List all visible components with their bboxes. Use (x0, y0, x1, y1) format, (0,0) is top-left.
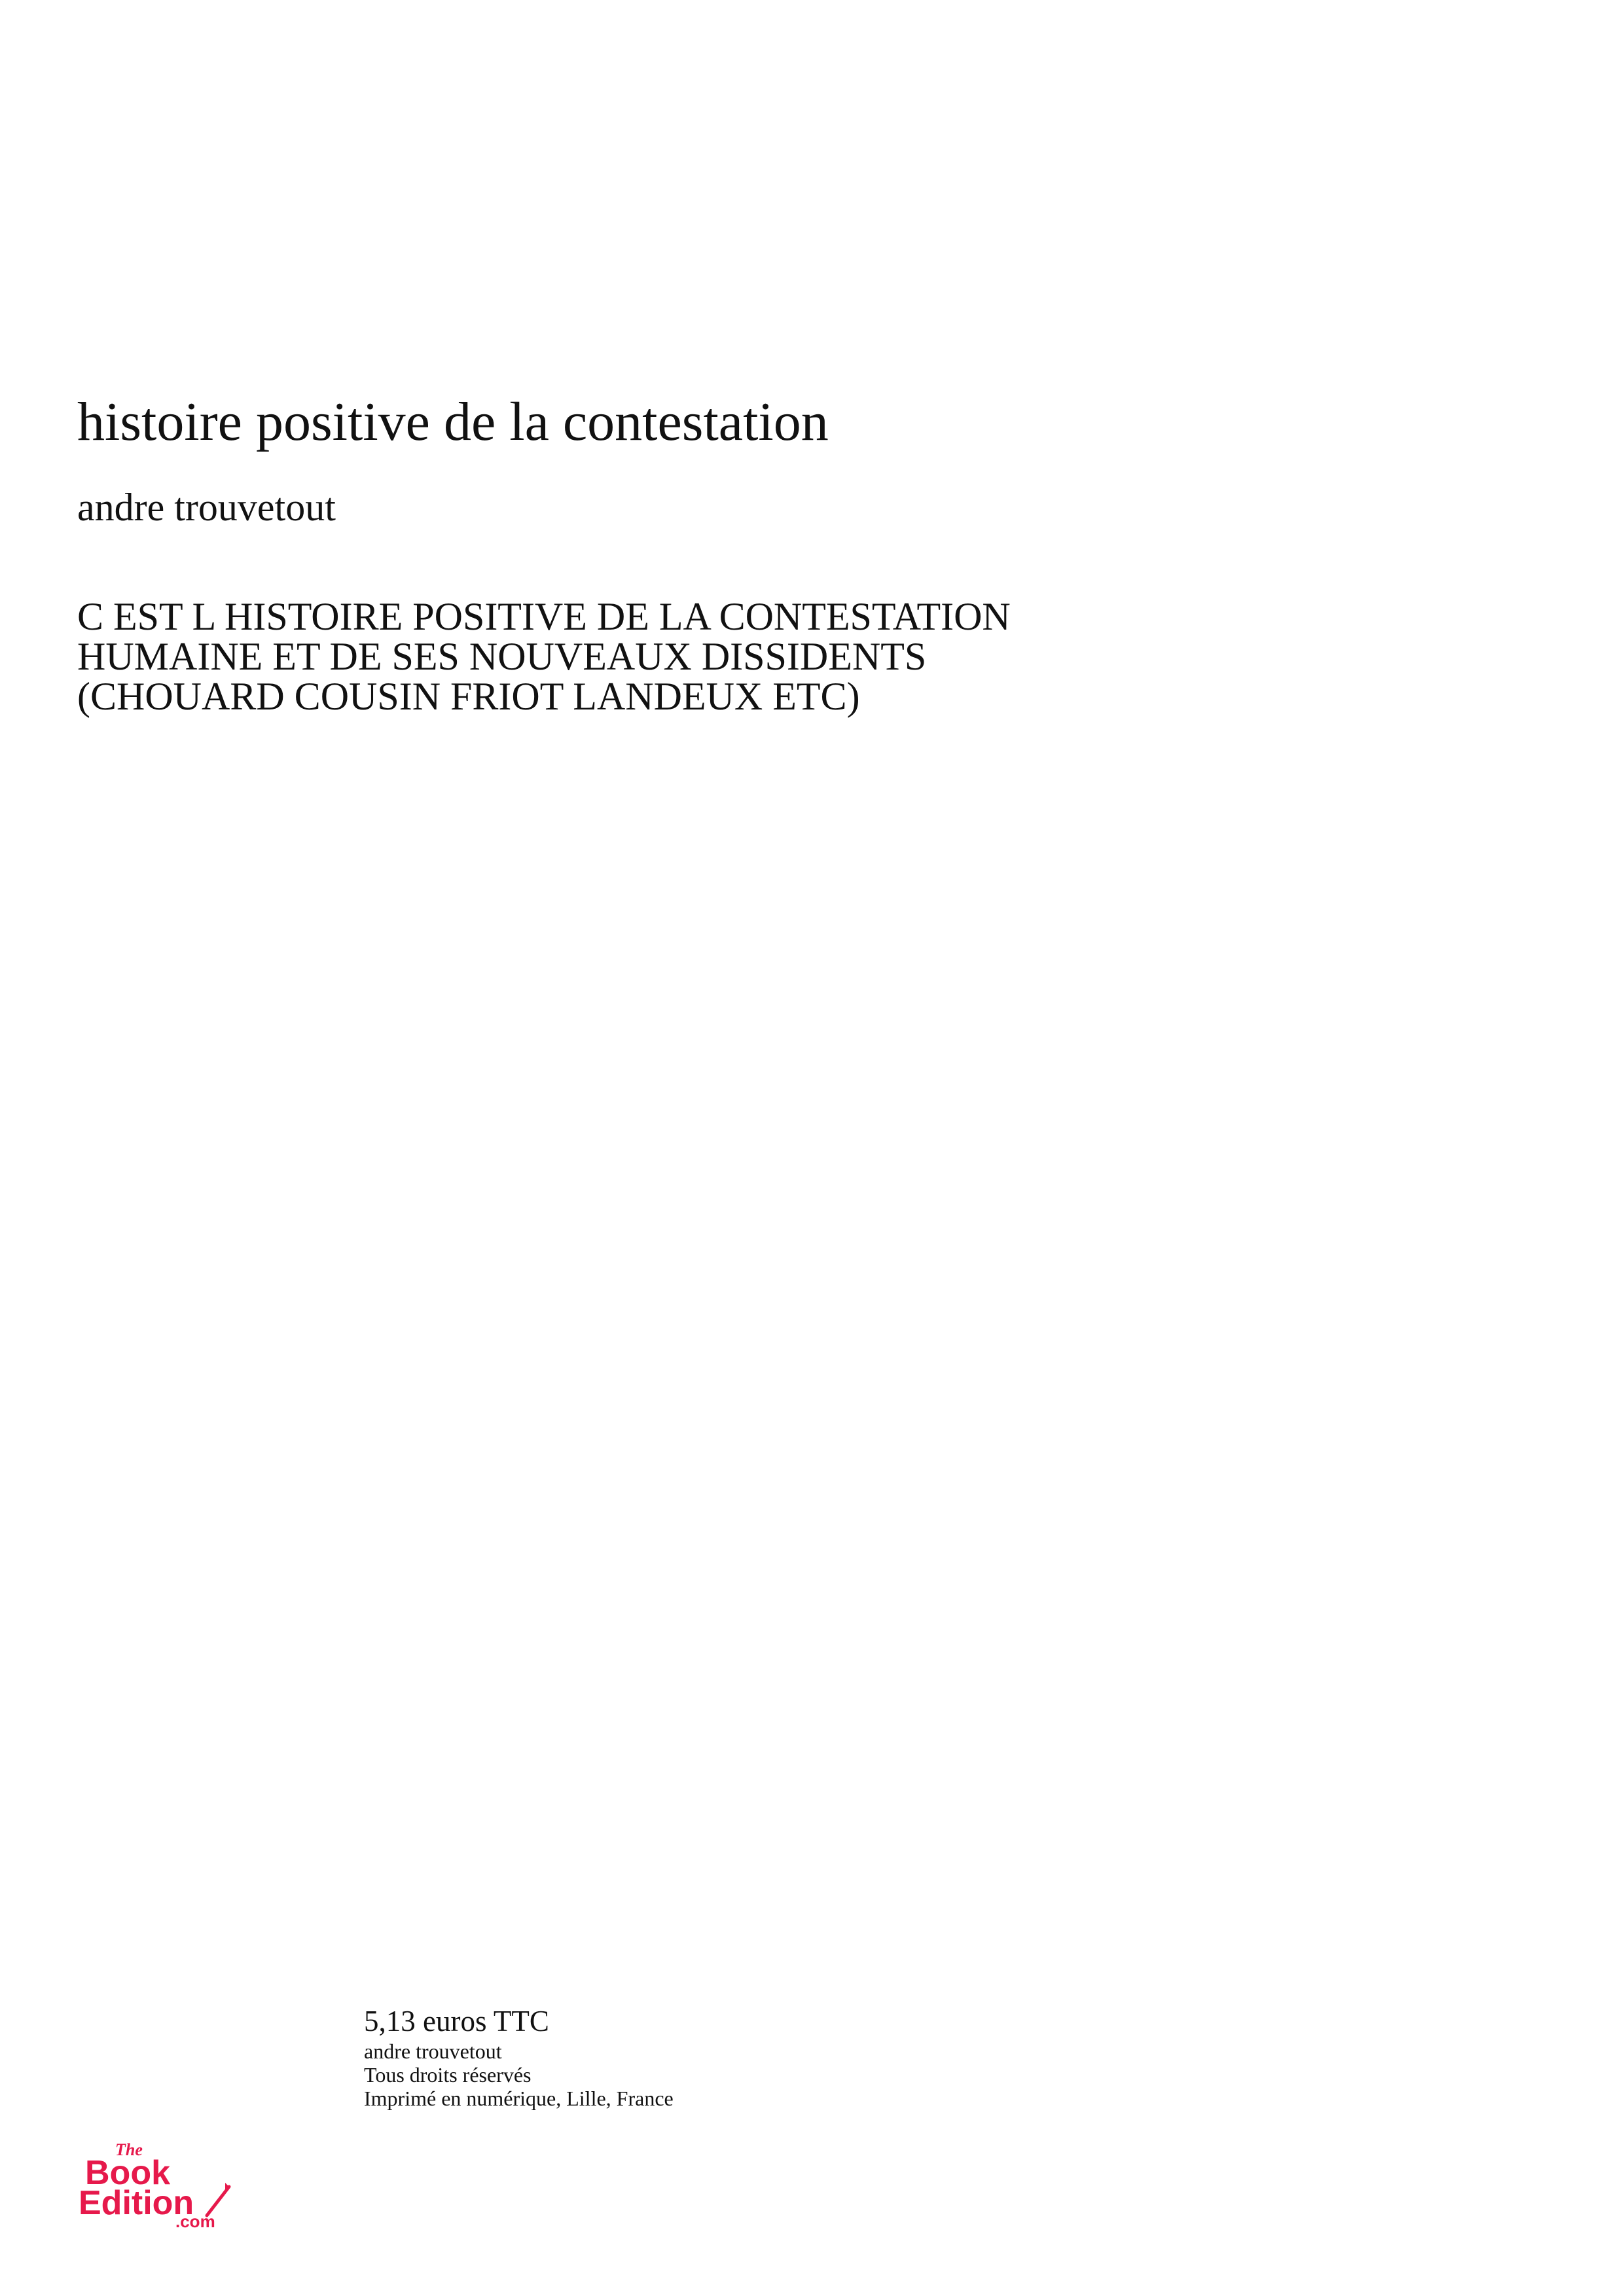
colophon-author: andre trouvetout (364, 2039, 502, 2063)
publisher-logo (77, 2137, 247, 2229)
book-title: histoire positive de la contestation (77, 391, 829, 452)
summary-line: HUMAINE ET DE SES NOUVEAUX DISSIDENTS (77, 635, 927, 678)
logo-the-text: The (115, 2140, 143, 2159)
quill-pen-icon (207, 2183, 229, 2215)
summary-line: (CHOUARD COUSIN FRIOT LANDEUX ETC) (77, 675, 860, 718)
summary-line: C EST L HISTOIRE POSITIVE DE LA CONTESTATION (77, 595, 1011, 638)
colophon (364, 2003, 1149, 2110)
rights-notice: Tous droits réservés (364, 2063, 532, 2087)
publisher-logo-graphic (77, 2137, 247, 2229)
logo-domain-text: .com (175, 2212, 215, 2229)
logo-book-text: Book (85, 2154, 170, 2192)
book-author: andre trouvetout (77, 486, 336, 529)
book-summary (77, 597, 1386, 717)
logo-edition-text: Edition (79, 2184, 194, 2222)
price: 5,13 euros TTC (364, 2005, 549, 2037)
print-location: Imprimé en numérique, Lille, France (364, 2087, 674, 2110)
